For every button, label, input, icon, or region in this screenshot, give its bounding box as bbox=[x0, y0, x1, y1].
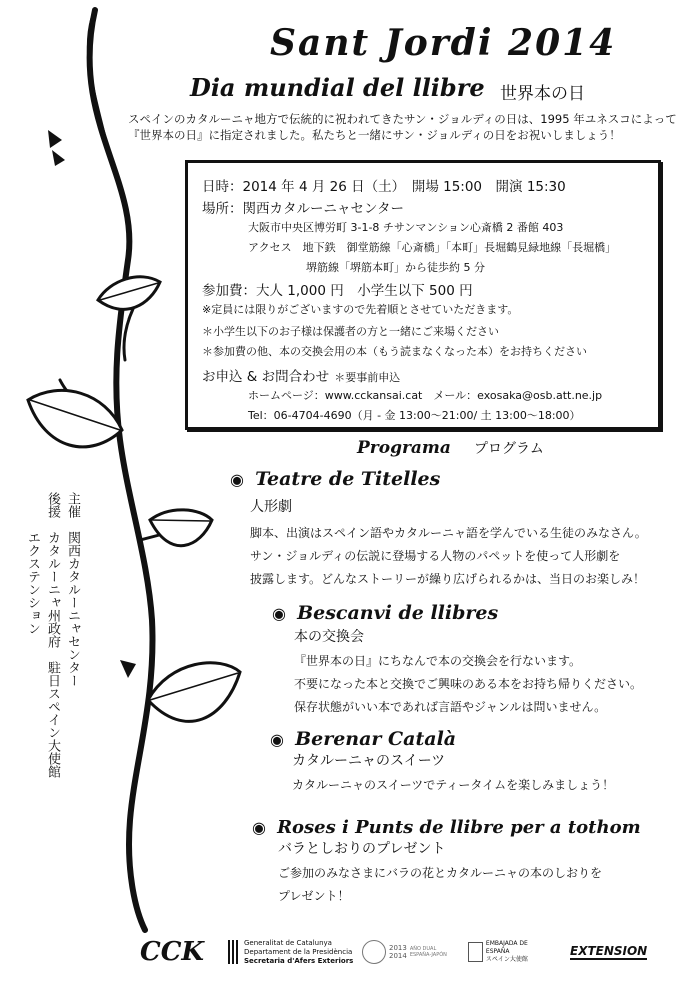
sponsors bbox=[22, 492, 82, 778]
program-subtitle: 本の交換会 bbox=[294, 629, 364, 645]
page-subtitle: Dia mundial del llibre bbox=[190, 73, 485, 102]
description-line: 脚本、出演はスペイン語やカタルーニャ語を学んでいる生徒のみなさん。 bbox=[250, 526, 647, 540]
embassy-text: EMBAJADA DE ESPAÑA bbox=[485, 940, 528, 955]
extension-logo bbox=[570, 930, 665, 974]
event-access: 堺筋線「堺筋本町」から徒歩約 5 分 bbox=[306, 261, 485, 274]
program-item bbox=[230, 468, 670, 591]
contact-heading: お申込 & お問合わせ bbox=[202, 369, 330, 385]
event-note: ＊参加費の他、本の交換会用の本（もう読まなくなった本）をお持ちください bbox=[202, 345, 587, 358]
extension-logo-text: EXTENSION bbox=[570, 944, 648, 958]
gencat-line: Secretaria d'Afers Exteriors bbox=[244, 956, 354, 965]
gencat-logo bbox=[228, 930, 358, 974]
program-title: Roses i Punts de llibre per a tothom bbox=[277, 817, 641, 838]
event-note: ※定員には限りがございますので先着順とさせていただきます。 bbox=[202, 303, 519, 316]
program-title: Bescanvi de llibres bbox=[297, 602, 499, 624]
description-line: サン・ジョルディの伝説に登場する人物のパペットを使って人形劇を bbox=[250, 549, 621, 563]
page-subtitle-jp: 世界本の日 bbox=[500, 84, 585, 104]
cck-logo-text: CCK bbox=[140, 937, 204, 967]
contact-note: ＊要事前申込 bbox=[334, 371, 401, 384]
description-line: プレゼント！ bbox=[278, 889, 350, 903]
bullet-icon: ◉ bbox=[252, 818, 266, 837]
event-info-box bbox=[185, 160, 661, 430]
event-note: ＊小学生以下のお子様は保護者の方と一緒にご来場ください bbox=[202, 325, 499, 338]
dual-year-text: 2014 bbox=[389, 952, 407, 960]
program-description bbox=[294, 650, 682, 719]
sponsor-organizer: 主催 関西カタルーニャセンター bbox=[65, 492, 80, 687]
dual-year-circle-icon bbox=[362, 940, 386, 964]
sponsor-supporters: 後援 カタルーニャ州政府 駐日スペイン大使館 bbox=[45, 492, 60, 778]
page-title: Sant Jordi 2014 bbox=[270, 22, 617, 64]
description-line: ご参加のみなさまにバラの花とカタルーニャの本のしおりを bbox=[278, 866, 603, 880]
gencat-line: Generalitat de Catalunya bbox=[244, 938, 332, 947]
description-line: 『世界本の日』にちなんで本の交換会を行ないます。 bbox=[294, 654, 582, 668]
description-line: 披露します。どんなストーリーが繰り広げられるかは、当日のお楽しみ！ bbox=[250, 572, 646, 586]
event-fee: 参加費：大人 1,000 円 小学生以下 500 円 bbox=[202, 283, 473, 299]
event-access: アクセス 地下鉄 御堂筋線「心斎橋」「本町」長堀鶴見緑地線「長堀橋」 bbox=[248, 241, 617, 254]
cck-logo bbox=[140, 930, 220, 974]
dual-year-logo bbox=[362, 930, 462, 974]
programa-heading: Programa bbox=[357, 438, 451, 458]
program-description bbox=[278, 862, 682, 908]
bullet-icon: ◉ bbox=[270, 730, 284, 749]
program-description bbox=[292, 774, 680, 797]
program-item bbox=[272, 602, 682, 719]
program-subtitle: バラとしおりのプレゼント bbox=[278, 841, 446, 857]
gencat-line: Departament de la Presidència bbox=[244, 947, 353, 956]
event-date: 日時：2014 年 4 月 26 日（土） 開場 15:00 開演 15:30 bbox=[202, 179, 566, 195]
contact-tel: Tel：06-4704-4690（月 - 金 13:00～21:00/ 土 13:00～18:00） bbox=[248, 409, 581, 422]
gencat-emblem-icon bbox=[228, 940, 240, 964]
dual-year-text: 2013 bbox=[389, 944, 407, 952]
description-line: 保存状態がいい本であれば言語やジャンルは問いません。 bbox=[294, 700, 607, 714]
programa-heading-row bbox=[357, 438, 544, 458]
program-subtitle: 人形劇 bbox=[250, 499, 292, 515]
program-description bbox=[250, 522, 670, 591]
event-address: 大阪市中央区博労町 3-1-8 チサンマンション心斎橋 2 番館 403 bbox=[248, 221, 564, 234]
intro-text bbox=[128, 111, 688, 143]
program-title: Teatre de Titelles bbox=[255, 468, 441, 490]
program-item bbox=[270, 728, 680, 797]
description-line: 不要になった本と交換でご興味のある本をお持ち帰りください。 bbox=[294, 677, 643, 691]
description-line: カタルーニャのスイーツでティータイムを楽しみましょう！ bbox=[292, 778, 615, 792]
programa-heading-jp: プログラム bbox=[474, 441, 544, 457]
crest-icon bbox=[468, 942, 483, 962]
dual-year-caption: AÑO DUAL ESPAÑA-JAPÓN bbox=[409, 946, 447, 958]
embassy-text: スペイン大使館 bbox=[485, 956, 528, 963]
contact-heading-row bbox=[202, 365, 400, 385]
contact-web-email: ホームページ：www.cckansai.cat メール：exosaka@osb.att.ne.jp bbox=[248, 389, 603, 402]
bullet-icon: ◉ bbox=[272, 604, 286, 623]
bullet-icon: ◉ bbox=[230, 470, 244, 489]
sponsor-supporters-cont: エクステンション bbox=[25, 492, 40, 635]
intro-line: スペインのカタルーニャ地方で伝統的に祝われてきたサン・ジョルディの日は、1995 年ユネスコによって bbox=[128, 112, 677, 126]
program-item bbox=[252, 817, 682, 908]
program-subtitle: カタルーニャのスイーツ bbox=[292, 753, 446, 769]
event-place: 場所：関西カタルーニャセンター bbox=[202, 201, 404, 217]
intro-line: 『世界本の日』に指定されました。私たちと一緒にサン・ジョルディの日をお祝いしましょう！ bbox=[128, 128, 621, 142]
program-title: Berenar Català bbox=[295, 728, 457, 750]
embassy-logo bbox=[468, 930, 548, 974]
